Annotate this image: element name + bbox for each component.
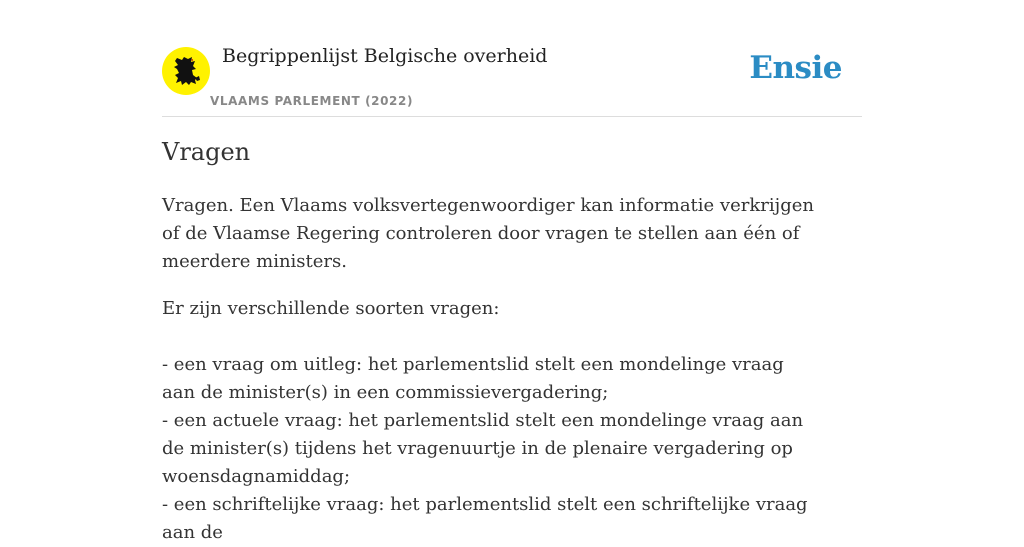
flemish-lion-icon[interactable] [162,47,210,95]
brand-logo[interactable]: Ensie [749,50,842,86]
list-item: - een actuele vraag: het parlementslid stelt een mondelinge vraag aan de minister(s) tijdens het vragenuurtje in de plenaire vergadering op woensdagnamiddag; [162,410,804,487]
list-item: - een vraag om uitleg: het parlementslid stelt een mondelinge vraag aan de minister(s) in een commissievergadering; [162,354,784,403]
site-title[interactable]: Begrippenlijst Belgische overheid [222,45,548,67]
list-intro: Er zijn verschillende soorten vragen: [162,298,500,319]
source-label: VLAAMS PARLEMENT (2022) [210,94,414,108]
term-content [162,192,822,547]
page [162,0,862,543]
definition-paragraph: Vragen. Een Vlaams volksvertegenwoordiger kan informatie verkrijgen of de Vlaamse Regering controleren door vragen te stellen aan één of meerdere ministers. [162,195,814,272]
term-title: Vragen [162,138,251,166]
list-item: - een schriftelijke vraag: het parlementslid stelt een schriftelijke vraag aan de [162,494,808,543]
header [162,0,862,117]
